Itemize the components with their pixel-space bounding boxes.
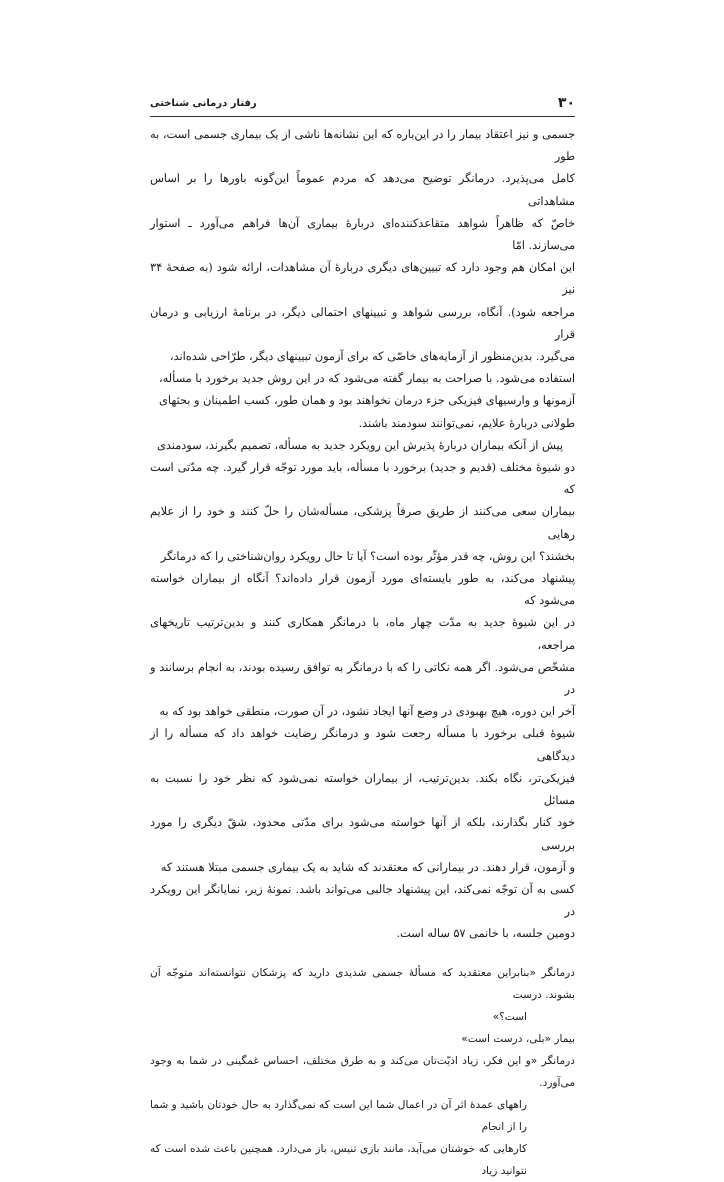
text-line: دومین جلسه، با خانمی ۵۷ ساله است. [396,927,575,941]
dialogue-line: راههای عمدهٔ اثر آن در اعمال شما این است که نمی‌گذارد به حال خودتان باشید و شما را از انجام [150,1098,527,1133]
text-line: جسمی و نیز اعتقاد بیمار را در این‌باره که این نشانه‌ها ناشی از یک بیماری جسمی است، به طور [150,128,575,164]
text-line: مشخّص می‌شود. اگر همه نکاتی را که با درمانگر به توافق رسیده بودند، به انجام برسانند و در [150,660,575,697]
text-line: بیماران سعی می‌کنند از طریق صرفاً پزشکی، مسأله‌شان را حلّ کنند و خود را از علایم رهایی [150,505,575,541]
text-line: پیش از آنکه بیماران دربارهٔ پذیرش این رویکرد جدید به مسأله، تصمیم بگیرند، سودمندی [157,438,563,452]
text-line: بخشند؟ این روش، چه قدر مؤثّر بوده است؟ آیا تا حال رویکرد روان‌شناختی را که درمانگر [160,549,575,563]
text-line: آزمونها و وارسیهای فیزیکی جزء درمان نخواهند بود و همان طور، کسب اطمینان و بحثهای [159,394,575,408]
text-line: کسی به آن توجّه نمی‌کند، این پیشنهاد جالبی می‌تواند باشد. نمونهٔ زیر، نمایانگر این رویکرد در [150,882,575,919]
dialogue-line: بیمار «بلی، درست است» [461,1032,575,1045]
dialogue-line: است؟» [492,1010,527,1023]
text-line: آخر این دوره، هیچ بهبودی در وضع آنها ایجاد نشود، در آن صورت، منطقی خواهد بود که به [159,705,575,719]
dialogue-line: درمانگر «بنابراین معتقدید که مسألهٔ جسمی شدیدی دارید که پزشکان نتوانسته‌اند متوجّه آن بشوند. درست [150,966,575,1001]
page-header [150,92,575,114]
text-line: شیوهٔ قبلی برخورد با مسأله رجعت شود و درمانگر رضایت خواهد داد که مسأله را از دیدگاهی [150,727,575,763]
text-line: کامل می‌پذیرد. درمانگر توضیح می‌دهد که مردم عموماً این‌گونه باورها را بر اساس مشاهداتی [150,172,575,208]
page-number: ۳۰ [557,95,575,111]
text-line: فیزیکی‌تر، نگاه بکند. بدین‌ترتیب، از بیماران خواسته نمی‌شود که نظر خود را نسبت به مسائل [150,771,575,808]
text-line: استفاده می‌شود. با صراحت به بیمار گفته می‌شود که در این روش جدید برخورد با مسأله، [158,372,575,386]
text-line: مراجعه شود). آنگاه، بررسی شواهد و تبیینهای احتمالی دیگر، در برنامهٔ ارزیابی و درمان قرار [150,305,575,341]
dialogue-line: درمانگر «و این فکر، زیاد اذیّت‌تان می‌کند و به طرق مختلف، احساس غمگینی در شما به وجود می‌آورد. [150,1054,575,1089]
text-line: خود کنار بگذارند، بلکه از آنها خواسته می‌شود برای مدّتی محدود، شقّ دیگری را مورد بررسی [150,816,575,852]
header-rule [150,116,575,117]
text-line: دو شیوهٔ مختلف (قدیم و جدید) برخورد با مسأله، باید مورد توجّه قرار گیرد. چه مدّتی است که [150,461,575,497]
paragraph [150,435,575,946]
dialogue-line: کارهایی که خوشتان می‌آید، مانند بازی تنیس، باز می‌دارد. همچنین باعث شده است که نتوانید زیاد [150,1142,527,1177]
dialogue [150,962,575,1182]
text-line: خاصّ که ظاهراً شواهد متقاعدکننده‌ای دربارهٔ بیماری آن‌ها فراهم می‌آورد ـ استوار می‌سازند. امّا [150,216,575,253]
text-line: پیشنهاد می‌کند، به طور بایسته‌ای مورد آزمون قرار داده‌اند؟ آنگاه از بیماران خواسته می‌شود که [150,572,575,608]
text-line: و آزمون، قرار دهند. در بیمارانی که معتقدند که شاید به یک بیماری جسمی مبتلا هستند که [160,860,575,874]
text-line: در این شیوهٔ جدید به مدّت چهار ماه، با درمانگر همکاری کنند و بدین‌ترتیب تاریخهای مراجعه، [150,616,575,652]
text-line: طولانی دربارهٔ علایم، نمی‌توانند سودمند باشند. [358,416,575,430]
text-line: این امکان هم وجود دارد که تبیین‌های دیگری دربارهٔ آن مشاهدات، ارائه شود (به صفحهٔ ۳۴ نیز [150,261,575,297]
paragraph [150,124,575,435]
text-line: می‌گیرد. بدین‌منظور از آزمایه‌های خاصّی که برای آزمون تبیینهای دیگر، طرّاحی شده‌اند، [169,350,575,364]
body-text [150,124,575,1182]
running-title: رفتار درمانی شناختی [150,97,257,109]
